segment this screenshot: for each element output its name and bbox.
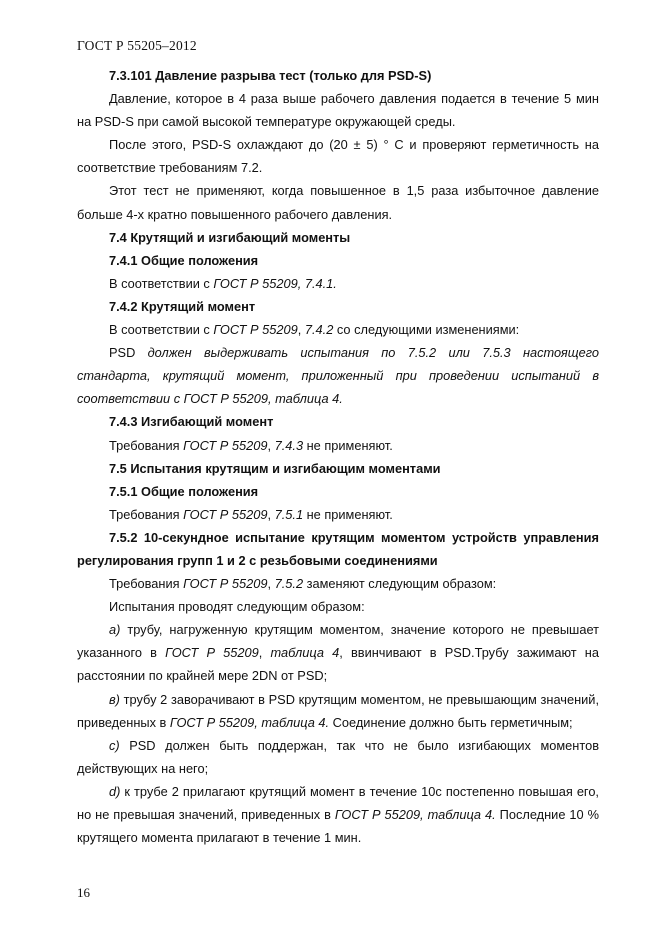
paragraph-7-5-1 [77, 503, 599, 526]
text: Последние 10 % крутящего момента прилагают в течение 1 мин. [77, 807, 599, 846]
text: , [297, 322, 305, 338]
text: не применяют. [303, 506, 393, 522]
text: , [258, 645, 271, 661]
heading-7-4: 7.4 Крутящий и изгибающий моменты [109, 229, 351, 245]
heading-7-5: 7.5 Испытания крутящим и изгибающим моментами [109, 460, 441, 476]
text: к трубе 2 прилагают крутящий момент в течение 10с постепенно повышая его, но не превышая значений, приведенных в [77, 783, 599, 822]
text: В соответствии с [109, 275, 214, 291]
list-item-d [77, 780, 599, 849]
paragraph-cooling: После этого, PSD-S охлаждают до (20 ± 5) ° C и проверяют герметичность на соответствие требованиям 7.2. [77, 137, 599, 176]
heading-7-3-101: 7.3.101 Давление разрыва тест (только для PSD-S) [109, 68, 432, 83]
list-item-a [77, 618, 599, 687]
text: Требования [109, 576, 184, 592]
text: Требования [109, 506, 184, 522]
list-marker: в) [109, 691, 120, 707]
list-marker: a) [109, 622, 121, 638]
text: не применяют. [303, 437, 393, 453]
reference-table: таблица 4 [270, 645, 340, 661]
text: , [267, 576, 275, 592]
text: со следующими изменениями: [333, 322, 520, 338]
paragraph-7-5-2 [77, 572, 599, 595]
text: заменяют следующим образом: [303, 576, 497, 592]
heading-7-4-1: 7.4.1 Общие положения [109, 252, 259, 268]
heading-7-5-1: 7.5.1 Общие положения [109, 483, 259, 499]
italic-text: должен выдерживать испытания по 7.5.2 или 7.5.3 настоящего стандарта, крутящий момент, приложенный при проведении испытаний в соответствии с ГОСТ Р 55209, таблица 4. [77, 345, 599, 407]
reference: ГОСТ Р 55209, таблица 4. [334, 807, 496, 822]
reference-link: ГОСТ Р 55209, 7.4.1. [213, 275, 337, 291]
paragraph-test-procedure: Испытания проводят следующим образом: [109, 599, 365, 615]
reference-clause: 7.5.2 [274, 576, 304, 592]
heading-7-4-3: 7.4.3 Изгибающий момент [109, 414, 274, 430]
paragraph-burst-pressure: Давление, которое в 4 раза выше рабочего давления подается в течение 5 мин на PSD-S при самой высокой температуре окружающей среды. [77, 91, 599, 130]
text: PSD должен быть поддержан, так что не было изгибающих моментов действующих на него; [77, 737, 599, 776]
text: PSD [109, 345, 148, 361]
reference-clause: 7.4.2 [304, 322, 334, 338]
list-marker: d) [109, 783, 121, 799]
paragraph-7-4-1 [77, 272, 599, 295]
reference: ГОСТ Р 55209 [183, 437, 268, 453]
page-number: 16 [77, 885, 90, 900]
list-item-b [77, 688, 599, 734]
reference-clause: 7.5.1 [274, 506, 304, 522]
reference: ГОСТ Р 55209 [213, 322, 298, 338]
text: трубу, нагруженную крутящим моментом, значение которого не превышает указанного в [77, 622, 599, 661]
page-header: ГОСТ Р 55205–2012 [77, 38, 197, 53]
reference: ГОСТ Р 55209 [183, 576, 268, 592]
reference-clause: 7.4.3 [274, 437, 304, 453]
paragraph-psd-requirement [77, 341, 599, 410]
list-marker: c) [109, 737, 120, 753]
paragraph-7-4-3 [77, 434, 599, 457]
reference: ГОСТ Р 55209 [165, 645, 259, 661]
text: , [267, 437, 275, 453]
text: Соединение должно быть герметичным; [329, 714, 573, 730]
text: Требования [109, 437, 184, 453]
reference: ГОСТ Р 55209 [183, 506, 268, 522]
heading-7-5-2: 7.5.2 10-секундное испытание крутящим моментом устройств управления регулирования групп 1 и 2 с резьбовыми соединениями [77, 529, 599, 568]
page-body [77, 64, 599, 849]
paragraph-test-not-applied: Этот тест не применяют, когда повышенное в 1,5 раза избыточное давление больше 4-х кратно повышенного рабочего давления. [77, 183, 599, 222]
reference: ГОСТ Р 55209, таблица 4. [169, 714, 330, 730]
text: В соответствии с [109, 322, 214, 338]
text: , ввинчивают в PSD.Трубу зажимают на расстоянии по крайней мере 2DN от PSD; [77, 645, 599, 684]
text: , [267, 506, 275, 522]
text: трубу 2 заворачивают в PSD крутящим моментом, не превышающим значений, приведенных в [77, 691, 599, 730]
list-item-c [77, 734, 599, 780]
heading-7-4-2: 7.4.2 Крутящий момент [109, 298, 256, 314]
paragraph-7-4-2 [77, 318, 599, 341]
